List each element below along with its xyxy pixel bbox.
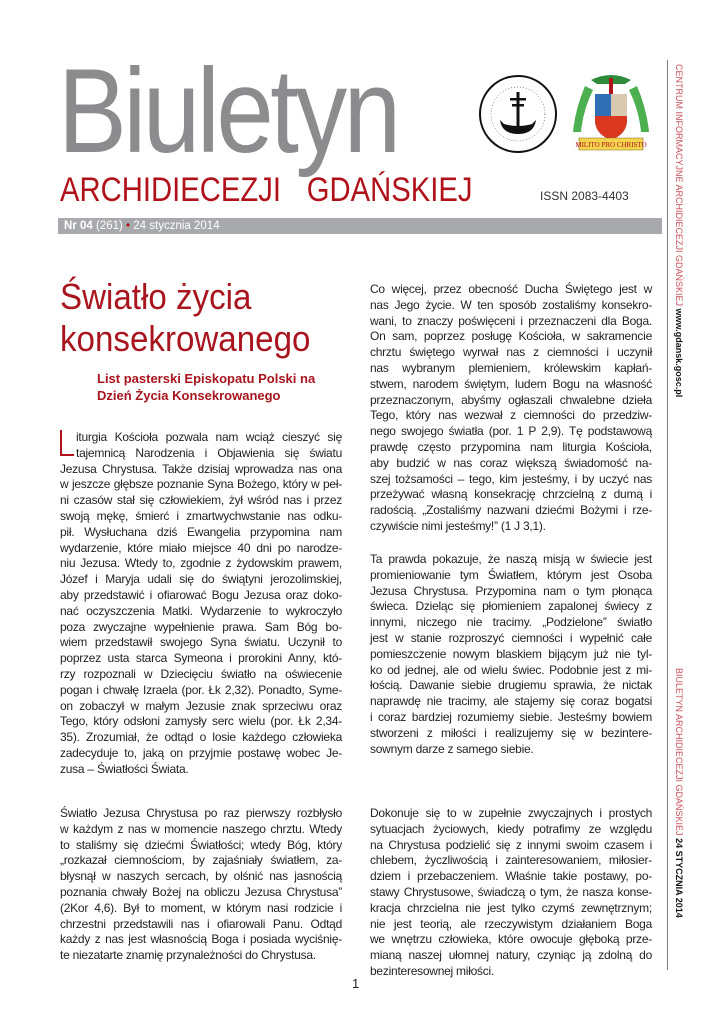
text-line: (2Kor 4,6). Był to moment, w którym nasi rodzicie i <box>60 900 342 915</box>
paragraph <box>370 552 652 757</box>
subhead-part1: ARCHIDIECEZJI <box>60 171 281 209</box>
text-line: Ta prawda pokazuje, że naszą misją w świecie jest <box>370 552 652 566</box>
text-line: swoją mękę, śmierć i zmartwychwstanie nas odku- <box>60 508 342 523</box>
sidebar-date: 24 STYCZNIA 2014 <box>674 838 684 918</box>
text-line: kracja chrzcielna nie jest tylko czymś zewnętrznym; <box>370 900 652 915</box>
text-line: pomieszczenie nowym blaskiem bijącym już nie tyl- <box>370 646 652 661</box>
text-line: we wnętrzu człowieka, które owocuje głęboką prze- <box>370 932 652 947</box>
text-line: wydarzenie, które miało miejsce 40 dni po narodze- <box>60 540 342 555</box>
text-line: szej tożsamości – tego, kim jesteśmy, i by uczyć nas <box>370 471 652 486</box>
text-line: i coraz bardziej rozumiemy siebie. Jesteśmy bowiem <box>370 709 652 724</box>
article-title <box>60 276 310 360</box>
text-line: to staliśmy się dziećmi Światłości; wtedy Bóg, który <box>60 837 342 852</box>
issue-total: (261) <box>95 220 123 232</box>
text-line: Tego, który nas wezwał z ciemności do przedziw- <box>370 408 652 423</box>
text-line: czywiście nimi jesteśmy!” (1 J 3,1). <box>370 518 546 533</box>
text-line: nas wybranym plemieniem, królewskim kapłań- <box>370 360 652 375</box>
paragraph <box>370 806 652 980</box>
text-line: przeznaczonym, abyśmy ogłaszali chwalebne dzieła <box>370 392 652 407</box>
text-line: Jezusa Chrystusa. Także dzisiaj wprowadza nas ona <box>60 461 342 476</box>
issn: ISSN 2083-4403 <box>540 189 629 203</box>
text-line: nie jest teorią, ale rzeczywistym działaniem Boga <box>370 916 652 931</box>
text-line: jest w stanie rozproszyć ciemności i wypełnić całe <box>370 630 652 645</box>
text-line: nać oczyszczenia Matki. Wydarzenie to wykroczyło <box>60 603 342 618</box>
subtitle-line: Dzień Życia Konsekrowanego <box>97 388 281 403</box>
text-line: prawdę często przypomina nam liturgia Kościoła, <box>370 439 652 454</box>
text-line: Dokonuje się to w zupełnie zwyczajnych i prostych <box>370 806 652 820</box>
text-line: świeca. Dzieląc się płomieniem zapalonej świecy z <box>370 599 652 614</box>
archbishop-coat-of-arms-logo <box>565 70 657 156</box>
text-line: promieniowanie tym Światłem, którym jest Osoba <box>370 567 652 582</box>
text-line: pił. Wysłuchana dziś Ewangelia przypomina nam <box>60 524 342 539</box>
text-line: przeżywać własną konsekrację chrzcielną z dumą i <box>370 487 652 502</box>
text-line: pogan i chwałę Izraela (por. Łk 2,32). Ponadto, Syme- <box>60 682 342 697</box>
text-line: innymi, niczego nie tracimy. „Podzielone” światło <box>370 615 652 630</box>
text-line: stworzeni z miłości i realizujemy się w bezintere- <box>370 725 652 740</box>
text-line: chlebem, życzliwością i zainteresowaniem, miłosier- <box>370 853 652 868</box>
page-number: 1 <box>352 976 360 991</box>
text-line: chrztu świętego wyrwał nas z ciemności i uczynił <box>370 345 652 360</box>
text-line: iturgia Kościoła pozwala nam wciąż cieszyć się <box>76 430 342 444</box>
sidebar-publication: BIULETYN ARCHIDIECEZJI GDAŃSKIEJ <box>674 668 684 836</box>
text-line: ko od jednej, ale od wielu świec. Podobnie jest z mi- <box>370 662 652 677</box>
text-line: tajemnicą Narodzenia i Objawienia się światu <box>76 445 342 460</box>
text-line: bezinteresownej miłości. <box>370 963 495 978</box>
text-line: każdy z nas jest własnością Boga i posiada wyciśnię- <box>60 932 342 947</box>
text-line: on zobaczył w małym Jezusie znak sprzeciwu oraz <box>60 698 342 713</box>
text-line: nego swojego światła (por. 1 P 2,9). Tę podstawową <box>370 424 652 439</box>
text-line: zadecyduje to, jaką on przyjmie postawę wobec Je- <box>60 745 342 760</box>
text-line: 35). Zrozumiał, że odtąd o losie każdego człowieka <box>60 730 342 745</box>
text-line: On sam, poprzez posługę Kościoła, w sakramencie <box>370 329 652 344</box>
sidebar-bottom-text <box>672 668 686 918</box>
text-line: na Chrystusa podzielić się z innymi swoim czasem i <box>370 837 652 852</box>
text-line: poznania chwały Bożej na obliczu Jezusa Chrystusa” <box>60 884 342 899</box>
subhead-part2: GDAŃSKIEJ <box>306 171 473 209</box>
text-line: stawy Chrystusowe, świadczą o tym, że nasza konse- <box>370 884 652 899</box>
text-line: niu Jezusa. Wtedy to, zgodnie z żydowskim prawem, <box>60 556 342 571</box>
issue-info-bar <box>58 218 662 234</box>
text-line: błysnął w naszych sercach, by olśnić nas jasnością <box>60 869 342 884</box>
title-line: konsekrowanego <box>60 318 311 359</box>
article-subtitle <box>97 370 315 404</box>
text-line: Co więcej, przez obecność Ducha Świętego jest w <box>370 282 652 296</box>
masthead-title: Biuletyn <box>58 44 398 178</box>
sidebar-top-text <box>672 64 686 397</box>
text-line: Światło Jezusa Chrystusa po raz pierwszy rozbłysło <box>60 806 342 820</box>
text-line: te niezatarte znamię przynależności do Chrystusa. <box>60 948 316 963</box>
masthead-subtitle <box>60 172 472 208</box>
arms-motto: MILITO PRO CHRISTO <box>575 141 647 149</box>
text-line: ni czasów stał się człowiekiem, żył wśród nas i przez <box>60 493 342 508</box>
text-line: stwem, narodem świętym, ludem Bogu na własność <box>370 376 652 391</box>
text-line: radością. „Zostaliśmy nazwani dziećmi Bożymi i rze- <box>370 503 652 518</box>
text-line: w każdym z nas w momencie naszego chrztu. Wtedy <box>60 821 342 836</box>
text-line: rzy rozpoznali w Dziecięciu światło na oświecenie <box>60 666 342 681</box>
subtitle-line: List pasterski Episkopatu Polski na <box>97 371 316 386</box>
issue-number: Nr 04 <box>64 220 93 232</box>
text-line: w jeszcze głębsze poznanie Syna Bożego, który w peł- <box>60 477 342 492</box>
sidebar-org: CENTRUM INFORMACYJNE ARCHIDIECEZJI GDAŃSKIEJ <box>674 64 684 307</box>
separator-dot: • <box>126 220 131 232</box>
paragraph <box>60 430 342 778</box>
text-line: chrzestni przedstawili nas i ofiarowali Panu. Odtąd <box>60 916 342 931</box>
text-line: sownym darze z samego siebie. <box>370 741 534 756</box>
text-line: zusa – Światłości Świata. <box>60 761 189 776</box>
text-line: Tego, który odsłoni zamysły serc wielu (por. Łk 2,34- <box>60 714 342 729</box>
text-line: aby budzić w nas coraz większą świadomość na- <box>370 455 652 470</box>
text-line: nas Jego życie. W ten sposób zostaliśmy konsekro- <box>370 297 652 312</box>
text-line: aby przedstawić i ofiarować Bogu Jezusa oraz doko- <box>60 587 342 602</box>
text-line: „rozkazał ciemnościom, by zajaśniały światłem, za- <box>60 853 342 868</box>
title-line: Światło życia <box>60 276 252 317</box>
paragraph <box>370 282 652 535</box>
text-line: dziem i przebaczeniem. Właśnie takie postawy, po- <box>370 869 652 884</box>
text-line: łością. Dawanie siebie drugiemu sprawia, że nictak <box>370 678 652 693</box>
text-line: poprzez usta starca Symeona i prorokini Anny, któ- <box>60 651 342 666</box>
centrum-informacyjne-seal-logo <box>478 74 558 154</box>
text-line: mianą naszej ułomnej natury, czyniąc ją zdolną do <box>370 948 652 963</box>
text-line: Józef i Maryja udali się do świątyni jerozolimskiej, <box>60 572 342 587</box>
sidebar-url: www.gdansk.gosc.pl <box>674 308 684 398</box>
text-line: poza zwyczajne wypełnienie prawa. Sam Bóg bo- <box>60 619 342 634</box>
issue-date: 24 stycznia 2014 <box>133 220 220 232</box>
text-line: wani, to znaczy poświęceni i przeznaczeni dla Boga. <box>370 313 652 328</box>
paragraph <box>60 806 342 964</box>
text-line: sytuacjach życiowych, kiedy potrafimy ze względu <box>370 821 652 836</box>
margin-divider <box>667 60 668 970</box>
text-line: naprawdę nie tracimy, ale stajemy się coraz bogatsi <box>370 694 652 709</box>
text-line: Jezusa Chrystusa. Przypomina nam o tym płonąca <box>370 583 652 598</box>
text-line: wiem przedstawił swojego Syna światu. Uczynił to <box>60 635 342 650</box>
